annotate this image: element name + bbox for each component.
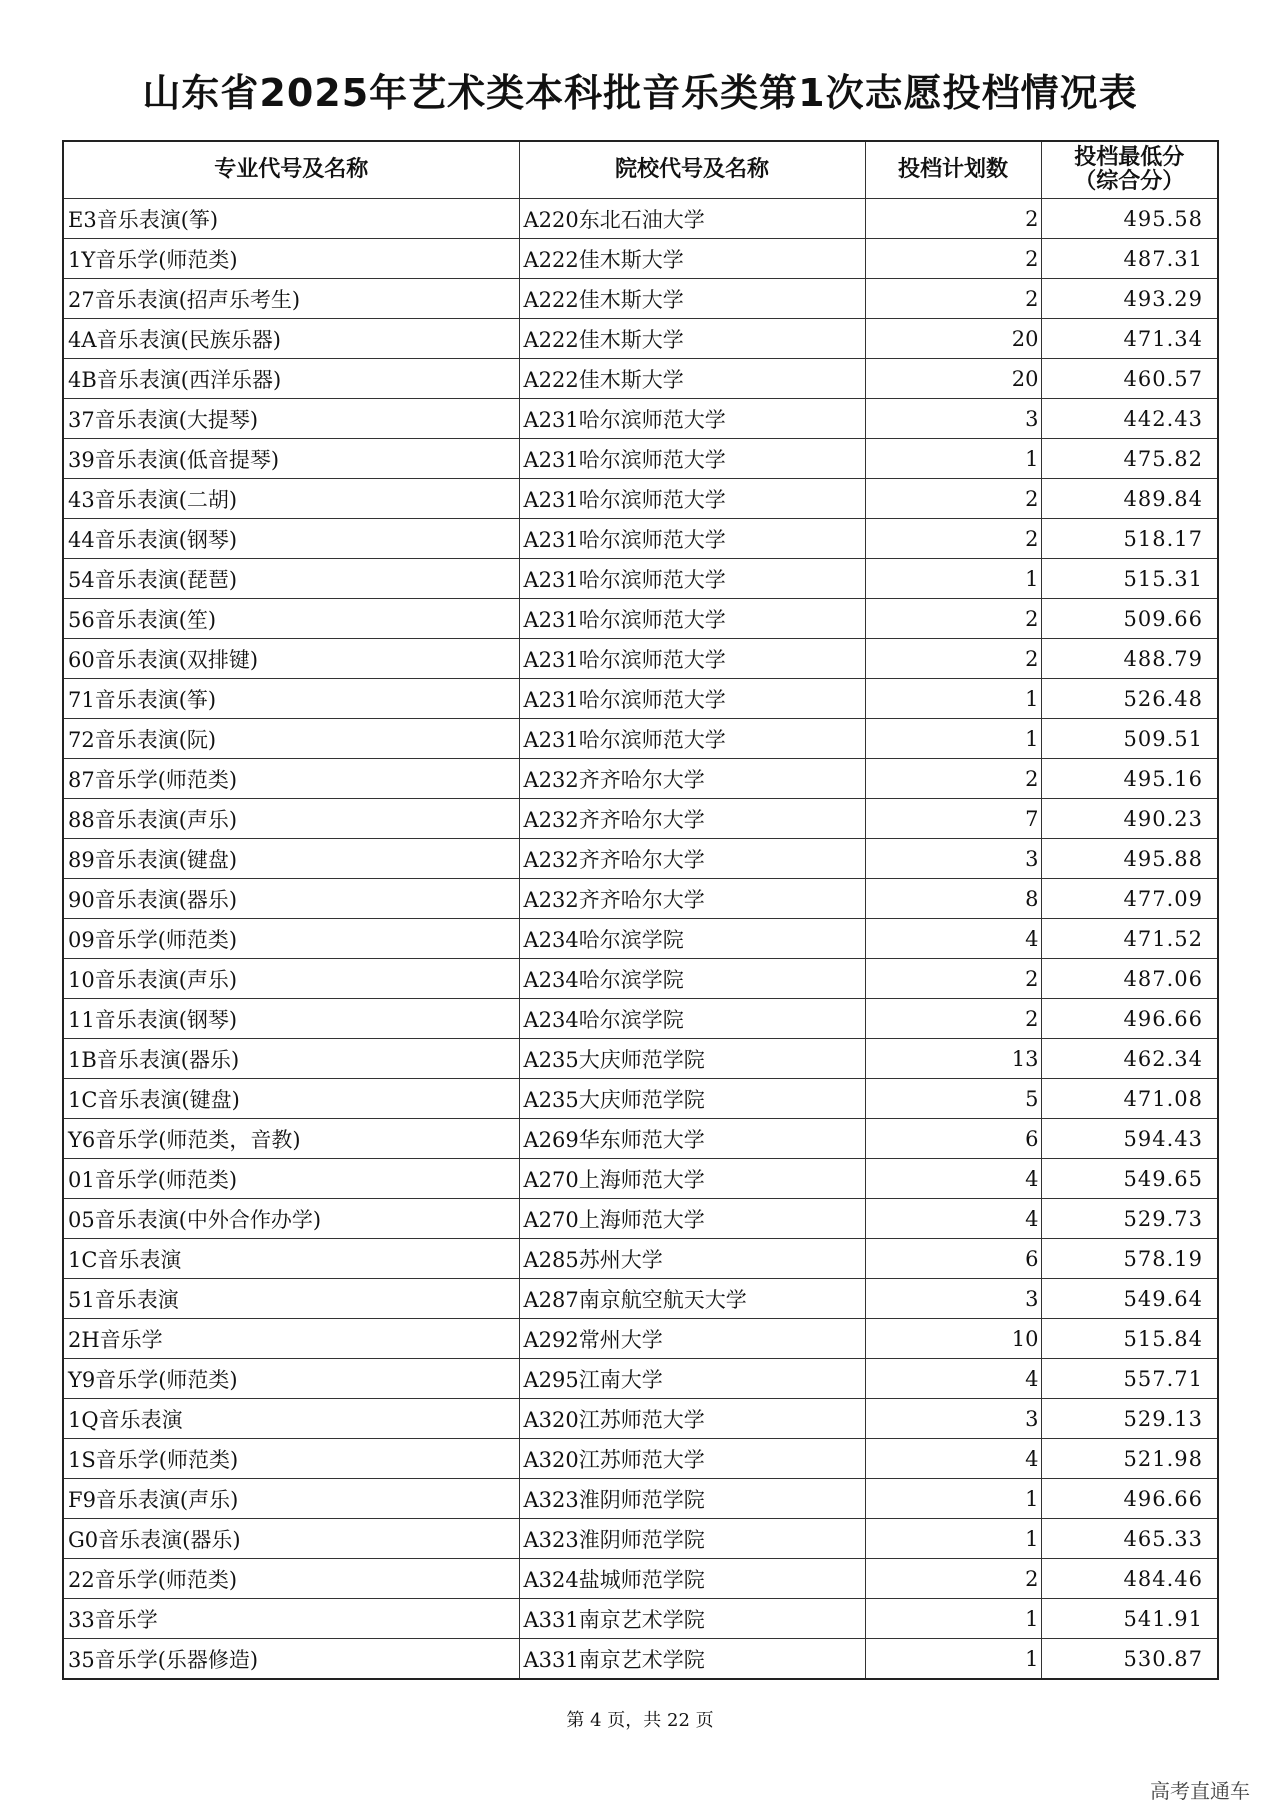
admission-table [62,140,1219,1680]
cell-school: A232齐齐哈尔大学 [519,879,865,919]
cell-score: 487.31 [1041,239,1218,279]
cell-score: 594.43 [1041,1119,1218,1159]
cell-major: 4A音乐表演(民族乐器) [63,319,519,359]
cell-school: A320江苏师范大学 [519,1399,865,1439]
cell-plan: 2 [865,759,1041,799]
header-major: 专业代号及名称 [63,141,519,199]
cell-school: A234哈尔滨学院 [519,959,865,999]
cell-major: 11音乐表演(钢琴) [63,999,519,1039]
cell-plan: 3 [865,1279,1041,1319]
cell-major: 1Y音乐学(师范类) [63,239,519,279]
cell-major: 54音乐表演(琵琶) [63,559,519,599]
header-score-line2: （综合分） [1074,169,1185,194]
cell-major: 56音乐表演(笙) [63,599,519,639]
table-row [63,599,1218,639]
cell-major: 1Q音乐表演 [63,1399,519,1439]
table-row [63,239,1218,279]
cell-plan: 2 [865,519,1041,559]
cell-major: 1C音乐表演(键盘) [63,1079,519,1119]
cell-score: 526.48 [1041,679,1218,719]
cell-major: Y6音乐学(师范类，音教) [63,1119,519,1159]
cell-plan: 6 [865,1239,1041,1279]
cell-plan: 7 [865,799,1041,839]
cell-major: 35音乐学(乐器修造) [63,1639,519,1680]
header-school: 院校代号及名称 [519,141,865,199]
table-row [63,719,1218,759]
cell-score: 477.09 [1041,879,1218,919]
cell-plan: 2 [865,479,1041,519]
cell-score: 484.46 [1041,1559,1218,1599]
cell-score: 578.19 [1041,1239,1218,1279]
cell-plan: 1 [865,559,1041,599]
cell-score: 488.79 [1041,639,1218,679]
cell-score: 549.64 [1041,1279,1218,1319]
cell-major: 2H音乐学 [63,1319,519,1359]
cell-plan: 6 [865,1119,1041,1159]
table-row [63,919,1218,959]
cell-score: 496.66 [1041,1479,1218,1519]
cell-score: 530.87 [1041,1639,1218,1680]
table-row [63,1039,1218,1079]
table-row [63,639,1218,679]
cell-plan: 1 [865,679,1041,719]
cell-school: A295江南大学 [519,1359,865,1399]
cell-score: 487.06 [1041,959,1218,999]
table-row [63,1119,1218,1159]
table-row [63,959,1218,999]
table-row [63,1199,1218,1239]
table-row [63,879,1218,919]
cell-plan: 5 [865,1079,1041,1119]
cell-score: 471.52 [1041,919,1218,959]
cell-major: 39音乐表演(低音提琴) [63,439,519,479]
cell-major: 33音乐学 [63,1599,519,1639]
page-footer: 第 4 页，共 22 页 [566,1710,714,1731]
cell-score: 557.71 [1041,1359,1218,1399]
cell-major: 43音乐表演(二胡) [63,479,519,519]
table-row [63,1359,1218,1399]
table-row [63,1239,1218,1279]
table-row [63,399,1218,439]
cell-major: 05音乐表演(中外合作办学) [63,1199,519,1239]
cell-major: 22音乐学(师范类) [63,1559,519,1599]
table-row [63,1479,1218,1519]
cell-score: 515.84 [1041,1319,1218,1359]
cell-major: 90音乐表演(器乐) [63,879,519,919]
cell-plan: 1 [865,1479,1041,1519]
cell-school: A231哈尔滨师范大学 [519,599,865,639]
cell-plan: 2 [865,999,1041,1039]
cell-major: F9音乐表演(声乐) [63,1479,519,1519]
table-row [63,759,1218,799]
page-title: 山东省2025年艺术类本科批音乐类第1次志愿投档情况表 [142,71,1138,115]
cell-plan: 1 [865,1599,1041,1639]
table-row [63,1399,1218,1439]
cell-plan: 1 [865,1519,1041,1559]
cell-score: 493.29 [1041,279,1218,319]
cell-major: 89音乐表演(键盘) [63,839,519,879]
cell-school: A231哈尔滨师范大学 [519,559,865,599]
cell-score: 515.31 [1041,559,1218,599]
watermark: 高考直通车 [1150,1779,1250,1803]
cell-school: A235大庆师范学院 [519,1079,865,1119]
cell-school: A270上海师范大学 [519,1199,865,1239]
cell-school: A222佳木斯大学 [519,279,865,319]
cell-plan: 1 [865,719,1041,759]
cell-major: 09音乐学(师范类) [63,919,519,959]
cell-score: 471.34 [1041,319,1218,359]
cell-school: A231哈尔滨师范大学 [519,399,865,439]
cell-school: A323淮阴师范学院 [519,1479,865,1519]
cell-major: 4B音乐表演(西洋乐器) [63,359,519,399]
table-row [63,359,1218,399]
cell-plan: 2 [865,639,1041,679]
cell-school: A222佳木斯大学 [519,239,865,279]
cell-plan: 2 [865,959,1041,999]
cell-school: A320江苏师范大学 [519,1439,865,1479]
cell-major: 88音乐表演(声乐) [63,799,519,839]
table-row [63,1079,1218,1119]
cell-school: A269华东师范大学 [519,1119,865,1159]
cell-plan: 2 [865,599,1041,639]
cell-plan: 10 [865,1319,1041,1359]
cell-score: 475.82 [1041,439,1218,479]
cell-score: 496.66 [1041,999,1218,1039]
table-row [63,279,1218,319]
cell-plan: 3 [865,1399,1041,1439]
cell-plan: 4 [865,1439,1041,1479]
cell-score: 541.91 [1041,1599,1218,1639]
cell-school: A231哈尔滨师范大学 [519,719,865,759]
cell-school: A232齐齐哈尔大学 [519,759,865,799]
table-row [63,679,1218,719]
table-row [63,799,1218,839]
cell-plan: 20 [865,359,1041,399]
cell-score: 462.34 [1041,1039,1218,1079]
table-row [63,1159,1218,1199]
table-row [63,999,1218,1039]
cell-major: 10音乐表演(声乐) [63,959,519,999]
table-row [63,1279,1218,1319]
cell-score: 518.17 [1041,519,1218,559]
cell-school: A285苏州大学 [519,1239,865,1279]
table-row [63,1319,1218,1359]
header-score-line1: 投档最低分 [1074,145,1185,170]
cell-major: 44音乐表演(钢琴) [63,519,519,559]
cell-school: A234哈尔滨学院 [519,999,865,1039]
cell-plan: 1 [865,439,1041,479]
cell-major: 51音乐表演 [63,1279,519,1319]
cell-major: 1B音乐表演(器乐) [63,1039,519,1079]
cell-plan: 3 [865,399,1041,439]
cell-plan: 2 [865,1559,1041,1599]
cell-school: A220东北石油大学 [519,199,865,239]
cell-major: 72音乐表演(阮) [63,719,519,759]
cell-major: 71音乐表演(筝) [63,679,519,719]
cell-plan: 1 [865,1639,1041,1680]
cell-plan: 2 [865,199,1041,239]
cell-major: 37音乐表演(大提琴) [63,399,519,439]
table-header-row [63,141,1218,199]
cell-score: 529.13 [1041,1399,1218,1439]
cell-score: 509.51 [1041,719,1218,759]
cell-school: A235大庆师范学院 [519,1039,865,1079]
cell-school: A231哈尔滨师范大学 [519,479,865,519]
cell-school: A231哈尔滨师范大学 [519,439,865,479]
cell-school: A331南京艺术学院 [519,1639,865,1680]
cell-plan: 8 [865,879,1041,919]
table-row [63,199,1218,239]
cell-score: 509.66 [1041,599,1218,639]
header-score [1041,141,1218,199]
cell-school: A292常州大学 [519,1319,865,1359]
table-row [63,1519,1218,1559]
cell-major: 60音乐表演(双排键) [63,639,519,679]
cell-score: 442.43 [1041,399,1218,439]
cell-school: A231哈尔滨师范大学 [519,519,865,559]
cell-score: 529.73 [1041,1199,1218,1239]
table-row [63,839,1218,879]
table-row [63,559,1218,599]
table-row [63,519,1218,559]
cell-major: G0音乐表演(器乐) [63,1519,519,1559]
cell-major: Y9音乐学(师范类) [63,1359,519,1399]
cell-major: 1C音乐表演 [63,1239,519,1279]
cell-school: A232齐齐哈尔大学 [519,839,865,879]
header-plan: 投档计划数 [865,141,1041,199]
cell-plan: 4 [865,919,1041,959]
cell-score: 465.33 [1041,1519,1218,1559]
cell-score: 521.98 [1041,1439,1218,1479]
cell-score: 495.58 [1041,199,1218,239]
cell-school: A222佳木斯大学 [519,359,865,399]
cell-major: E3音乐表演(筝) [63,199,519,239]
cell-plan: 2 [865,279,1041,319]
cell-score: 495.88 [1041,839,1218,879]
cell-major: 1S音乐学(师范类) [63,1439,519,1479]
cell-school: A222佳木斯大学 [519,319,865,359]
cell-school: A331南京艺术学院 [519,1599,865,1639]
cell-score: 490.23 [1041,799,1218,839]
cell-score: 471.08 [1041,1079,1218,1119]
cell-school: A270上海师范大学 [519,1159,865,1199]
table-row [63,479,1218,519]
cell-plan: 4 [865,1159,1041,1199]
table-row [63,319,1218,359]
table-row [63,1439,1218,1479]
cell-plan: 3 [865,839,1041,879]
cell-plan: 2 [865,239,1041,279]
cell-major: 01音乐学(师范类) [63,1159,519,1199]
table-row [63,1559,1218,1599]
cell-score: 495.16 [1041,759,1218,799]
cell-major: 87音乐学(师范类) [63,759,519,799]
cell-school: A323淮阴师范学院 [519,1519,865,1559]
cell-school: A324盐城师范学院 [519,1559,865,1599]
table-row [63,439,1218,479]
cell-school: A287南京航空航天大学 [519,1279,865,1319]
table-body [63,199,1218,1680]
cell-plan: 20 [865,319,1041,359]
cell-school: A234哈尔滨学院 [519,919,865,959]
table-row [63,1599,1218,1639]
cell-school: A231哈尔滨师范大学 [519,679,865,719]
table-row [63,1639,1218,1680]
cell-plan: 4 [865,1359,1041,1399]
cell-score: 549.65 [1041,1159,1218,1199]
cell-plan: 13 [865,1039,1041,1079]
cell-score: 460.57 [1041,359,1218,399]
cell-plan: 4 [865,1199,1041,1239]
cell-school: A231哈尔滨师范大学 [519,639,865,679]
cell-score: 489.84 [1041,479,1218,519]
cell-school: A232齐齐哈尔大学 [519,799,865,839]
cell-major: 27音乐表演(招声乐考生) [63,279,519,319]
